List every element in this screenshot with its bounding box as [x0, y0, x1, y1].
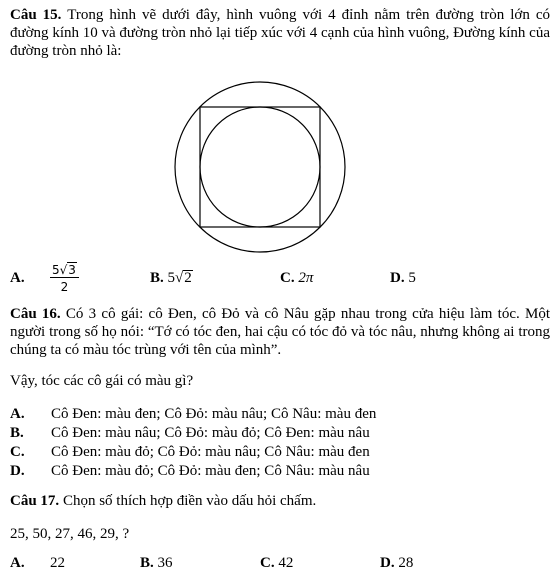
q17-options: [10, 555, 550, 575]
q17-text: Chọn số thích hợp điền vào dấu hỏi chấm.: [62, 493, 317, 509]
q17-option-d[interactable]: D. 28: [380, 555, 414, 571]
q16-option-d[interactable]: D. Cô Đen: màu đỏ; Cô Đỏ: màu đen; Cô Nâu: màu nâu: [10, 463, 370, 479]
q16-option-a[interactable]: A. Cô Đen: màu đen; Cô Đỏ: màu nâu; Cô Nâu: màu đen: [10, 406, 377, 422]
q15-options: [10, 262, 550, 296]
q15-option-d[interactable]: D. 5: [390, 270, 416, 286]
q15-statement: [10, 6, 550, 60]
q17-option-a-value: 22: [50, 555, 65, 571]
inscribed-square: [200, 107, 320, 227]
circle-square-figure: [170, 77, 350, 257]
q16-option-c[interactable]: C. Cô Đen: màu đỏ; Cô Đỏ: màu nâu; Cô Nâu: màu đen: [10, 444, 370, 460]
q15-option-a-value: [50, 262, 79, 294]
q15-label: Câu 15.: [10, 7, 62, 23]
q17-sequence: 25, 50, 27, 46, 29, ?: [10, 526, 130, 542]
q16-question: Vậy, tóc các cô gái có màu gì?: [10, 373, 194, 389]
q15-text: Trong hình vẽ dưới đây, hình vuông với 4 đỉnh nằm trên đường tròn lớn có đường kính 10 và đường tròn nhỏ lại tiếp xúc với 4 cạnh của hình vuông, Đường kính của đường tròn nhỏ là:: [10, 7, 550, 59]
q16-statement: [10, 305, 550, 359]
q17-option-a[interactable]: A.: [10, 555, 25, 571]
q17-option-c[interactable]: C. 42: [260, 555, 294, 571]
q16-label: Câu 16.: [10, 306, 61, 322]
q16-text: Có 3 cô gái: cô Đen, cô Đỏ và cô Nâu gặp nhau trong cửa hiệu làm tóc. Một người trong số họ nói: “Tớ có tóc đen, hai cậu có tóc đỏ và tóc nâu, nhưng không ai trong chúng ta có màu tóc trùng với tên của mình”.: [10, 306, 550, 358]
small-circle: [200, 107, 320, 227]
q17-option-b[interactable]: B. 36: [140, 555, 173, 571]
fraction: $\frac{5√3}{2}$: [50, 262, 79, 294]
q16-option-b[interactable]: B. Cô Đen: màu nâu; Cô Đỏ: màu đỏ; Cô Đen: màu nâu: [10, 425, 370, 441]
q15-option-c[interactable]: C. 2π: [280, 270, 314, 286]
q17-statement: [10, 492, 550, 510]
q17-label: Câu 17.: [10, 493, 60, 509]
q15-option-a[interactable]: A.: [10, 270, 25, 286]
q15-option-b[interactable]: B. 5√2: [150, 270, 192, 286]
